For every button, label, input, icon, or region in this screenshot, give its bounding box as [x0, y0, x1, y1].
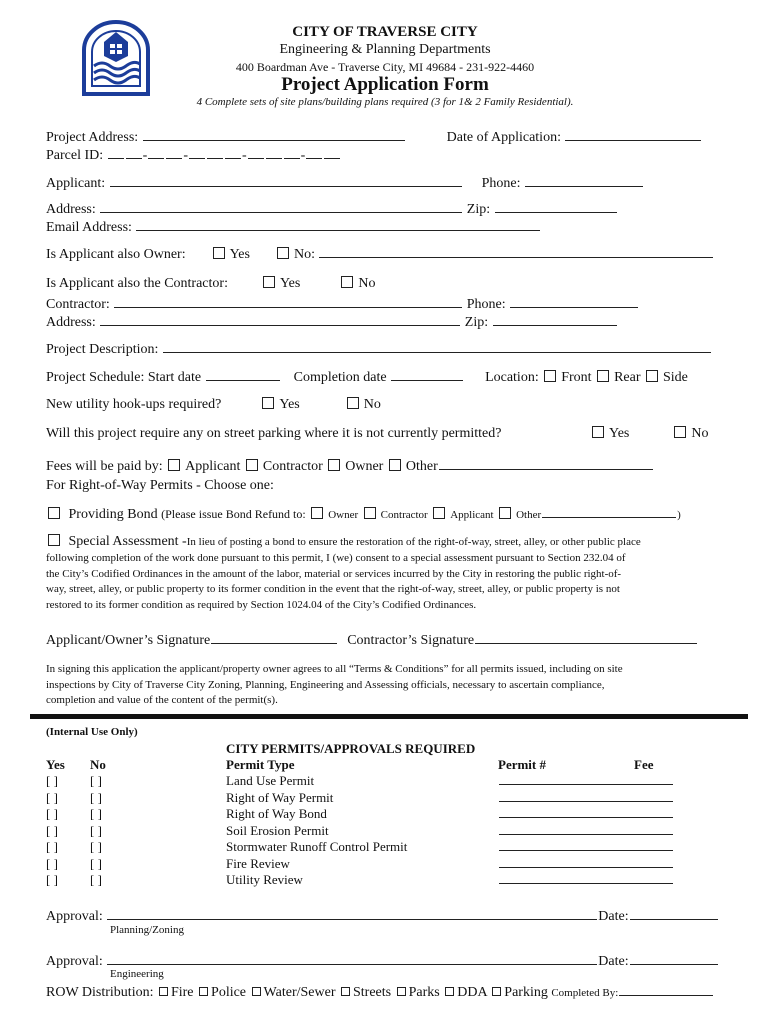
location-side-label: Side: [663, 370, 688, 385]
special-text-line-2: following completion of the work done pursuant to this permit, I (we) consent to a special assessment pursuant to Section 232.04 of: [46, 552, 626, 564]
bond-other-label: Other: [516, 509, 542, 521]
yes-column: [46, 773, 58, 889]
parcel-field-2[interactable]: [126, 146, 142, 159]
permit-yes-4[interactable]: [ ]: [46, 822, 58, 838]
permit-number-field-5[interactable]: [499, 839, 673, 851]
engineering-date-field[interactable]: [630, 952, 718, 965]
contractor-zip-label: Zip:: [464, 315, 489, 330]
owner-yes-checkbox[interactable]: [213, 247, 225, 259]
start-date-field[interactable]: [206, 368, 280, 381]
location-rear-label: Rear: [614, 370, 641, 385]
contractor-phone-field[interactable]: [510, 295, 638, 308]
applicant-zip-field[interactable]: [495, 200, 617, 213]
parking-no-label: No: [691, 426, 709, 441]
no-column: [90, 773, 102, 889]
email-label: Email Address:: [46, 220, 132, 235]
project-address-row: [46, 128, 702, 146]
location-front-checkbox[interactable]: [544, 370, 556, 382]
permit-no-1[interactable]: [ ]: [90, 773, 102, 788]
owner-question: Is Applicant also Owner:: [46, 247, 186, 262]
contractor-no-label: No: [358, 276, 376, 291]
contractor-signature-label: Contractor’s Signature: [347, 633, 475, 648]
permits-heading: CITY PERMITS/APPROVALS REQUIRED: [226, 741, 476, 756]
dist-fire-label: Fire: [170, 985, 194, 1000]
email-field[interactable]: [136, 218, 540, 231]
utility-yes-label: Yes: [279, 397, 300, 412]
fees-label: Fees will be paid by:: [46, 459, 163, 474]
applicant-address-row: [46, 200, 618, 218]
special-assessment-checkbox[interactable]: [48, 534, 60, 546]
contractor-label: Contractor:: [46, 297, 110, 312]
row-permits-label: For Right-of-Way Permits - Choose one:: [46, 478, 274, 493]
owner-name-field[interactable]: [319, 245, 713, 258]
permit-type-item: Fire Review: [226, 855, 290, 871]
engineering-approval-field[interactable]: [107, 952, 597, 965]
special-assessment-paragraph: [46, 551, 716, 613]
fees-applicant-checkbox[interactable]: [168, 459, 180, 471]
permit-yes-6[interactable]: [ ]: [46, 855, 58, 871]
contractor-field[interactable]: [114, 295, 462, 308]
parcel-label: Parcel ID:: [46, 148, 104, 163]
terms-line-2: inspections by City of Traverse City Zoning, Planning, Engineering and Assessing officials, necessary to ascertain compliance,: [46, 678, 605, 691]
fees-other-label: Other: [405, 459, 438, 474]
special-text-line-1: In lieu of posting a bond to ensure the restoration of the right-of-way, street, alley, or other public place: [186, 536, 641, 548]
no-column-header: No: [90, 757, 106, 772]
completed-by-label: Completed By:: [551, 987, 619, 999]
permit-number-field-6[interactable]: [499, 856, 673, 868]
signature-row: [46, 631, 698, 649]
owner-signature-label: Applicant/Owner’s Signature: [46, 633, 211, 648]
completed-by-field[interactable]: [619, 983, 713, 996]
parking-question: Will this project require any on street parking where it is not currently permitted?: [46, 426, 502, 441]
dist-water-label: Water/Sewer: [263, 985, 336, 1000]
fees-row: [46, 457, 654, 475]
engineering-date-label: Date:: [598, 954, 629, 969]
parcel-field-7[interactable]: [225, 146, 241, 159]
parcel-row: Parcel ID: - - - -: [46, 146, 341, 164]
form-title: Project Application Form: [281, 74, 489, 95]
contractor-signature-field[interactable]: [475, 631, 697, 644]
row-permits-row: [46, 478, 274, 494]
permit-number-column: [498, 773, 674, 889]
providing-bond-label: Providing Bond: [68, 507, 158, 522]
parcel-field-11[interactable]: [306, 146, 322, 159]
terms-paragraph: [46, 662, 716, 709]
applicant-row: [46, 174, 644, 192]
special-assessment-label: Special Assessment -: [68, 534, 187, 549]
terms-line-3: completion and value of the content of the permit(s).: [46, 694, 278, 706]
permit-no-5[interactable]: [ ]: [90, 839, 102, 854]
permit-yes-1[interactable]: [ ]: [46, 773, 58, 788]
applicant-phone-label: Phone:: [481, 176, 521, 191]
terms-line-1: In signing this application the applicant/property owner agrees to all “Terms & Conditions” for all permits issued, including on site: [46, 663, 623, 675]
permit-number-field-7[interactable]: [499, 872, 673, 884]
owner-no-checkbox[interactable]: [277, 247, 289, 259]
permit-type-item: Stormwater Runoff Control Permit: [226, 839, 408, 854]
project-description-row: [46, 340, 712, 358]
planning-approval-field[interactable]: [107, 907, 597, 920]
contractor-no-checkbox[interactable]: [341, 276, 353, 288]
permit-yes-3[interactable]: [ ]: [46, 806, 58, 821]
dist-parking-checkbox[interactable]: [492, 987, 501, 996]
utility-question: New utility hook-ups required?: [46, 397, 222, 412]
permit-type-item: Utility Review: [226, 872, 303, 887]
parking-yes-label: Yes: [609, 426, 630, 441]
applicant-field[interactable]: [110, 174, 462, 187]
owner-yes-label: Yes: [229, 247, 250, 262]
utility-yes-checkbox[interactable]: [262, 397, 274, 409]
applicant-address-label: Address:: [46, 202, 96, 217]
applicant-zip-label: Zip:: [466, 202, 491, 217]
dist-streets-label: Streets: [352, 985, 392, 1000]
dist-water-checkbox[interactable]: [252, 987, 261, 996]
city-address: 400 Boardman Ave - Traverse City, MI 49684 - 231-922-4460: [235, 60, 535, 74]
bond-other-checkbox[interactable]: [499, 507, 511, 519]
contractor-question-row: [46, 276, 375, 292]
dist-parking-label: Parking: [504, 985, 548, 1000]
planning-zoning-caption: Planning/Zoning: [110, 924, 184, 936]
permit-yes-5[interactable]: [ ]: [46, 839, 58, 854]
providing-bond-checkbox[interactable]: [48, 507, 60, 519]
fees-owner-checkbox[interactable]: [328, 459, 340, 471]
contractor-row: [46, 295, 639, 313]
location-rear-checkbox[interactable]: [597, 370, 609, 382]
fees-other-field[interactable]: [439, 457, 653, 470]
owner-no-label: No:: [293, 247, 315, 262]
planning-approval-row: [46, 907, 719, 925]
permit-number-field-2[interactable]: [499, 790, 673, 802]
engineering-approval-label: Approval:: [46, 954, 103, 969]
bond-applicant-label: Applicant: [450, 509, 494, 521]
project-address-label: Project Address:: [46, 130, 139, 145]
dist-police-label: Police: [211, 985, 247, 1000]
department-name: Engineering & Planning Departments: [279, 42, 491, 57]
location-label: Location:: [485, 370, 539, 385]
contractor-phone-label: Phone:: [466, 297, 506, 312]
bond-other-field[interactable]: [542, 505, 676, 518]
section-divider: [30, 714, 748, 719]
permit-type-item: Soil Erosion Permit: [226, 822, 329, 838]
permit-no-2[interactable]: [ ]: [90, 789, 102, 805]
project-address-field[interactable]: [143, 128, 405, 141]
parcel-field-8[interactable]: [248, 146, 264, 159]
contractor-address-field[interactable]: [100, 313, 460, 326]
dist-fire-checkbox[interactable]: [159, 987, 168, 996]
planning-date-label: Date:: [598, 909, 629, 924]
permit-type-column: [226, 773, 407, 889]
contractor-yes-label: Yes: [279, 276, 301, 291]
completion-date-field[interactable]: [391, 368, 463, 381]
contractor-yes-checkbox[interactable]: [263, 276, 275, 288]
form-subtitle: 4 Complete sets of site plans/building plans required (3 for 1& 2 Family Residential).: [196, 96, 574, 108]
fees-contractor-checkbox[interactable]: [246, 459, 258, 471]
permit-no-3[interactable]: [ ]: [90, 806, 102, 821]
applicant-address-field[interactable]: [100, 200, 462, 213]
date-label: Date of Application:: [446, 130, 561, 145]
parking-no-checkbox[interactable]: [674, 426, 686, 438]
parcel-field-4[interactable]: [166, 146, 182, 159]
bond-owner-checkbox[interactable]: [311, 507, 323, 519]
permit-type-item: Land Use Permit: [226, 773, 315, 788]
dist-police-checkbox[interactable]: [199, 987, 208, 996]
permit-number-field-4[interactable]: [499, 823, 673, 835]
start-date-label: Project Schedule: Start date: [46, 370, 202, 385]
permit-no-6[interactable]: [ ]: [90, 855, 102, 871]
owner-row: [46, 245, 714, 263]
permit-yes-7[interactable]: [ ]: [46, 872, 58, 887]
completion-date-label: Completion date: [293, 370, 387, 385]
parcel-field-12[interactable]: [324, 146, 340, 159]
parking-yes-checkbox[interactable]: [592, 426, 604, 438]
permit-number-field-1[interactable]: [499, 773, 673, 785]
dist-dda-checkbox[interactable]: [445, 987, 454, 996]
planning-date-field[interactable]: [630, 907, 718, 920]
permit-no-7[interactable]: [ ]: [90, 872, 102, 887]
special-text-line-4: way, street, alley, or public property to its former condition in the event that the right-of-way, street, alley, or public property is not: [46, 583, 620, 595]
permit-number-field-3[interactable]: [499, 806, 673, 818]
city-name: CITY OF TRAVERSE CITY: [292, 24, 478, 40]
utility-no-checkbox[interactable]: [347, 397, 359, 409]
location-side-checkbox[interactable]: [646, 370, 658, 382]
permit-type-item: Right of Way Bond: [226, 806, 327, 821]
parcel-field-3[interactable]: [148, 146, 164, 159]
parcel-field-1[interactable]: [108, 146, 124, 159]
bond-refund-label: (Please issue Bond Refund to:: [161, 507, 306, 521]
permit-type-header: Permit Type: [226, 757, 295, 772]
yes-column-header: Yes: [46, 757, 65, 772]
owner-signature-field[interactable]: [211, 631, 337, 644]
schedule-row: [46, 368, 688, 386]
contractor-address-row: [46, 313, 618, 331]
fees-contractor-label: Contractor: [262, 459, 323, 474]
fees-other-checkbox[interactable]: [389, 459, 401, 471]
engineering-caption: Engineering: [110, 968, 164, 980]
special-text-line-5: restored to its former condition as required by Section 1024.04 of the City’s Codified Ordinances.: [46, 598, 477, 611]
row-distribution-label: ROW Distribution:: [46, 985, 154, 1000]
internal-use-label: (Internal Use Only): [46, 726, 138, 738]
permit-yes-2[interactable]: [ ]: [46, 789, 58, 805]
dist-parks-label: Parks: [408, 985, 440, 1000]
email-row: [46, 218, 541, 236]
row-distribution-row: [46, 983, 714, 1001]
dist-dda-label: DDA: [457, 985, 487, 1000]
fees-applicant-label: Applicant: [185, 459, 241, 474]
bond-contractor-checkbox[interactable]: [364, 507, 376, 519]
special-text-line-3: the City’s Codified Ordinances in the amount of the labor, material or services incurred by the City in restoring the public right-of-: [46, 567, 622, 580]
planning-approval-label: Approval:: [46, 909, 103, 924]
parking-options: [590, 426, 709, 442]
project-description-field[interactable]: [163, 340, 711, 353]
applicant-label: Applicant:: [46, 176, 106, 191]
permit-no-4[interactable]: [ ]: [90, 822, 102, 838]
parcel-field-6[interactable]: [207, 146, 223, 159]
applicant-phone-field[interactable]: [525, 174, 643, 187]
contractor-zip-field[interactable]: [493, 313, 617, 326]
parcel-field-5[interactable]: [189, 146, 205, 159]
date-field[interactable]: [565, 128, 701, 141]
permit-number-header: Permit #: [498, 757, 547, 772]
fee-header: Fee: [634, 757, 654, 772]
dist-parks-checkbox[interactable]: [397, 987, 406, 996]
parking-row: [46, 426, 501, 442]
utility-no-label: No: [363, 397, 381, 412]
fees-owner-label: Owner: [345, 459, 384, 474]
project-description-label: Project Description:: [46, 342, 159, 357]
location-front-label: Front: [561, 370, 592, 385]
parcel-field-10[interactable]: [284, 146, 300, 159]
special-assessment-row: [46, 534, 641, 550]
bond-contractor-label: Contractor: [380, 509, 428, 521]
bond-applicant-checkbox[interactable]: [433, 507, 445, 519]
utility-row: [46, 397, 381, 413]
parcel-field-9[interactable]: [266, 146, 282, 159]
bond-row: Providing Bond (Please issue Bond Refund to: Owner Contractor Applicant Other ): [46, 505, 681, 523]
permit-type-item: Right of Way Permit: [226, 789, 334, 805]
contractor-address-label: Address:: [46, 315, 96, 330]
bond-owner-label: Owner: [328, 509, 359, 521]
dist-streets-checkbox[interactable]: [341, 987, 350, 996]
contractor-question: Is Applicant also the Contractor:: [46, 276, 228, 291]
